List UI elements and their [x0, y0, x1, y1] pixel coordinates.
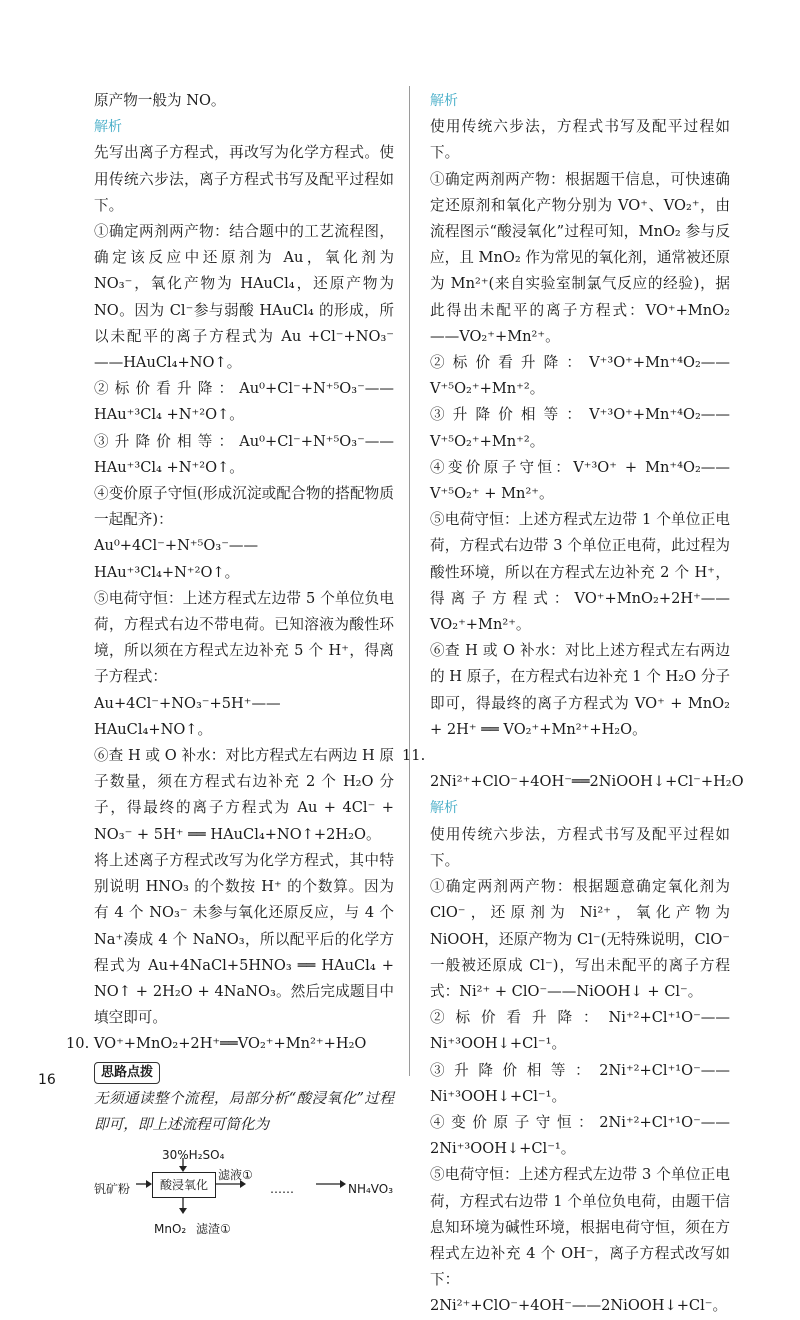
process-box: 酸浸氧化	[152, 1172, 216, 1198]
process-flow-diagram	[94, 1142, 414, 1234]
reagent-label: 30%H₂SO₄	[162, 1147, 225, 1162]
left-paragraph: 先写出离子方程式，再改写为化学方程式。使用传统六步法，离子方程式书写及配平过程如下。	[94, 144, 394, 214]
left-equation: Au⁰+4Cl⁻+N⁺⁵O₃⁻——HAu⁺³Cl₄+N⁺²O↑。	[94, 537, 259, 581]
right-paragraph: ①确定两剂两产物：根据题干信息，可快速确定还原剂和氧化产物分别为 VO⁺、VO₂⁺，由流程图示“酸浸氧化”过程可知，MnO₂ 参与反应，且 MnO₂ 作为常见的氧化剂，通常被还原为 Mn²⁺(来自实验室制氯气反应的经验)，据此得出未配平的离子方程式：VO⁺+MnO₂——VO₂⁺+Mn²⁺。	[430, 170, 730, 345]
mno2-label: MnO₂	[154, 1221, 187, 1236]
filtrate-label: 滤液①	[218, 1167, 253, 1182]
right-paragraph: 使用传统六步法，方程式书写及配平过程如下。	[430, 118, 730, 162]
left-paragraph: 将上述离子方程式改写为化学方程式，其中特别说明 HNO₃ 的个数按 H⁺ 的个数算。因为有 4 个 NO₃⁻ 未参与氧化还原反应，与 4 个 Na⁺凑成 4 个 NaNO₃，所以配平后的化学方程式为 Au+4NaCl+5HNO₃ ══ HAuCl₄ + NO↑ + 2H₂O + 4NaNO₃。然后完成题目中填空即可。	[94, 851, 394, 1027]
left-paragraph: ④变价原子守恒(形成沉淀或配合物的搭配物质一起配齐)：	[94, 485, 394, 529]
left-equation: ②标价看升降：Au⁰+Cl⁻+N⁺⁵O₃⁻——HAu⁺³Cl₄ +N⁺²O↑。	[94, 380, 394, 424]
analysis-heading: 解析	[430, 800, 458, 817]
right-equation: ③升降价相等：2Ni⁺²+Cl⁺¹O⁻——Ni⁺³OOH↓+Cl⁻¹。	[430, 1061, 730, 1105]
left-column	[66, 88, 394, 1236]
left-paragraph: ⑤电荷守恒：上述方程式左边带 5 个单位负电荷，方程式右边不带电荷。已知溶液为酸性环境，所以须在方程式左边补充 5 个 H⁺，得离子方程式：	[94, 589, 394, 686]
right-paragraph: ⑤电荷守恒：上述方程式左边带 1 个单位正电荷，方程式右边带 3 个单位正电荷，此过程为酸性环境，所以在方程式左边补充 2 个 H⁺，得离子方程式：VO⁺+MnO₂+2H⁺——VO₂⁺+Mn²⁺。	[430, 511, 730, 634]
question-number: 10.	[66, 1035, 90, 1053]
question-answer: 2Ni²⁺+ClO⁻+4OH⁻══2NiOOH↓+Cl⁻+H₂O	[430, 773, 744, 791]
product-label: NH₄VO₃	[348, 1181, 394, 1196]
question-11	[402, 743, 744, 795]
analysis-heading: 解析	[430, 93, 458, 109]
column-divider	[409, 86, 410, 1076]
left-paragraph: ⑥查 H 或 O 补水：对比方程式左右两边 H 原子数量，须在方程式右边补充 2 个 H₂O 分子，得最终的离子方程式为 Au + 4Cl⁻ + NO₃⁻ + 5H⁺ ══ HAuCl₄+NO↑+2H₂O。	[94, 747, 394, 843]
question-answer: VO⁺+MnO₂+2H⁺══VO₂⁺+Mn²⁺+H₂O	[93, 1035, 367, 1053]
left-equation: ③升降价相等：Au⁰+Cl⁻+N⁺⁵O₃⁻——HAu⁺³Cl₄ +N⁺²O↑。	[94, 432, 394, 476]
input-label: 钒矿粉	[94, 1181, 131, 1196]
question-10	[66, 1031, 394, 1057]
left-equation: Au+4Cl⁻+NO₃⁻+5H⁺——HAuCl₄+NO↑。	[94, 694, 281, 738]
question-number: 11.	[402, 747, 426, 765]
right-equation: ④变价原子守恒：2Ni⁺²+Cl⁺¹O⁻——2Ni⁺³OOH↓+Cl⁻¹。	[430, 1113, 730, 1158]
right-paragraph: ⑥查 H 或 O 补水：对比上述方程式左右两边的 H 原子，在方程式右边补充 1 个 H₂O 分子即可，得最终的离子方程式为 VO⁺ + MnO₂ + 2H⁺ ══ VO₂⁺+Mn²⁺+H₂O。	[430, 642, 730, 738]
residue-label: 滤渣①	[196, 1221, 231, 1236]
page-number: 16	[38, 1072, 56, 1088]
right-equation: ③升降价相等：V⁺³O⁺+Mn⁺⁴O₂——V⁺⁵O₂⁺+Mn⁺²。	[430, 406, 730, 450]
left-line-1: 原产物一般为 NO。	[94, 92, 226, 109]
right-equation: 2Ni²⁺+ClO⁻+4OH⁻——2NiOOH↓+Cl⁻。	[430, 1297, 728, 1315]
hint-tag: 思路点拨	[94, 1062, 160, 1084]
left-paragraph: ①确定两剂两产物：结合题中的工艺流程图，确定该反应中还原剂为 Au，氧化剂为 NO₃⁻，氧化产物为 HAuCl₄，还原产物为 NO。因为 Cl⁻参与弱酸 HAuCl₄ 的形成，所以未配平的离子方程式为 Au +Cl⁻+NO₃⁻——HAuCl₄+NO↑。	[94, 223, 394, 372]
right-column	[402, 88, 744, 1320]
right-equation: ②标价看升降：V⁺³O⁺+Mn⁺⁴O₂——V⁺⁵O₂⁺+Mn⁺²。	[430, 354, 730, 398]
analysis-heading: 解析	[94, 119, 122, 136]
hint-paragraph: 无须通读整个流程，局部分析“酸浸氧化”过程即可，即上述流程可简化为	[94, 1089, 394, 1133]
ellipsis: ……	[270, 1181, 294, 1196]
right-paragraph: 使用传统六步法，方程式书写及配平过程如下。	[430, 825, 730, 869]
right-equation: ④变价原子守恒：V⁺³O⁺ + Mn⁺⁴O₂——V⁺⁵O₂⁺ + Mn²⁺。	[430, 458, 730, 503]
right-paragraph: ①确定两剂两产物：根据题意确定氧化剂为 ClO⁻，还原剂为 Ni²⁺，氧化产物为 NiOOH，还原产物为 Cl⁻(无特殊说明，ClO⁻一般被还原成 Cl⁻)，写出未配平的离子方程式：Ni²⁺ + ClO⁻——NiOOH↓ + Cl⁻。	[430, 878, 730, 1000]
right-equation: ②标价看升降：Ni⁺²+Cl⁺¹O⁻——Ni⁺³OOH↓+Cl⁻¹。	[430, 1009, 730, 1053]
right-paragraph: ⑤电荷守恒：上述方程式左边带 3 个单位正电荷，方程式右边带 1 个单位负电荷，由题干信息知环境为碱性环境，根据电荷守恒，须在方程式左边补充 4 个 OH⁻，离子方程式改写如下：	[430, 1166, 730, 1289]
